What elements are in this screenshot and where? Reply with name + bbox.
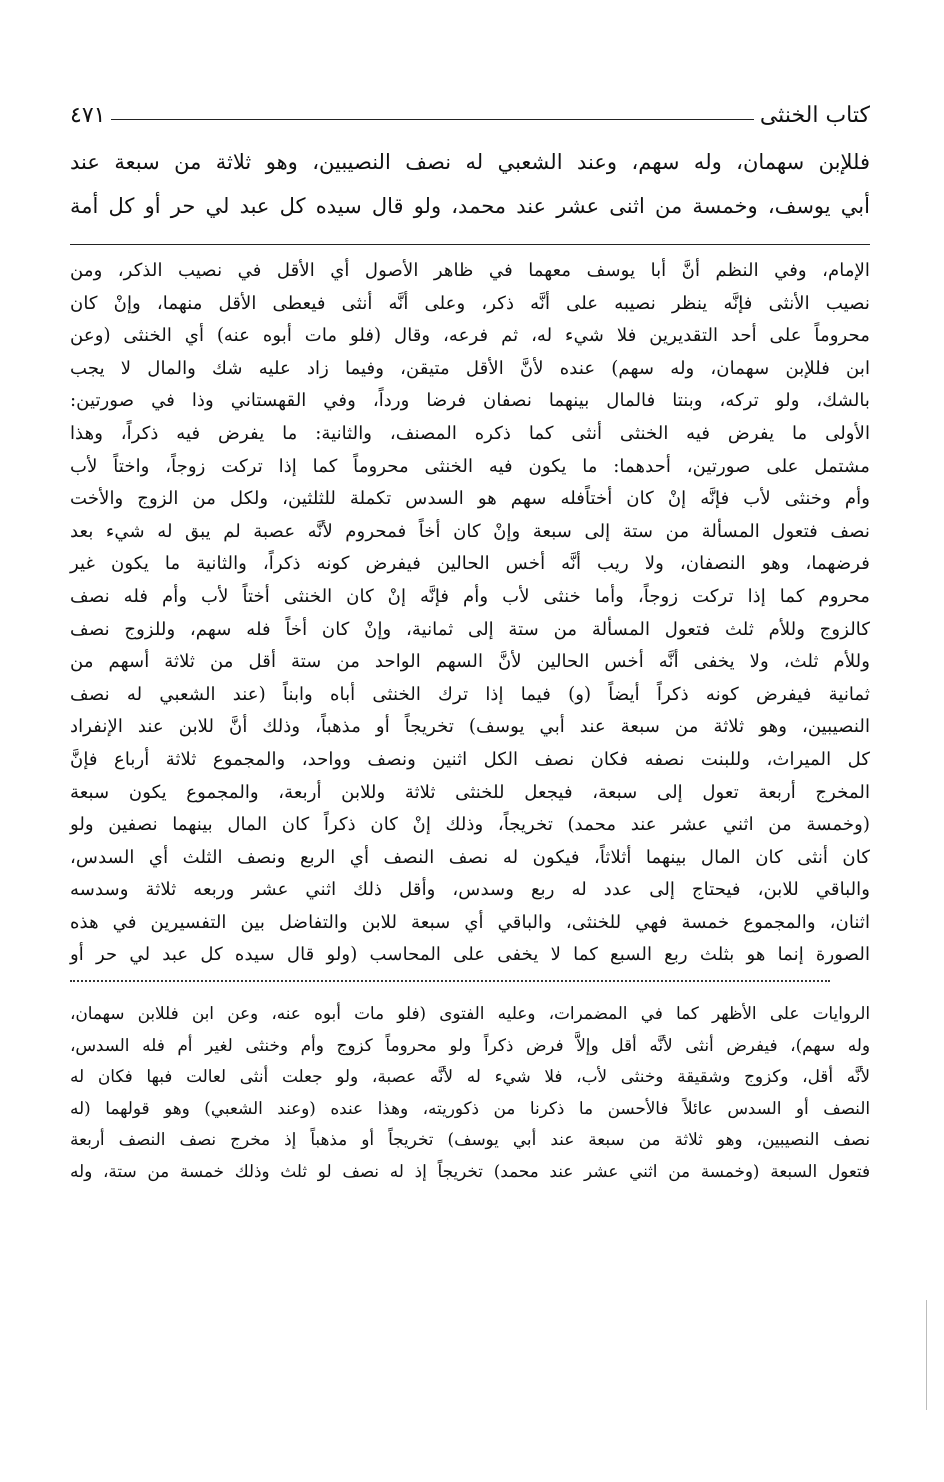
commentary-line: النصيبين، وهو ثلاثة من سبعة عند أبي يوسف) تخريجاً أو مذهباً، وذلك أنَّ للابن عند الإنفراد <box>70 716 870 738</box>
main-rule <box>70 244 870 245</box>
commentary-line: فرضهما، وهو النصفان، ولا ريب أنَّه أخس الحالين فيفرض كونه ذكراً، والثانية ما يكون غير <box>70 553 870 575</box>
commentary-line: ابن فللإبن سهمان، وله سهم) عنده لأنَّ الأقل متيقن، وفيما زاد عليه شك والمال لا يجب <box>70 357 870 379</box>
commentary-line: محروماً على أحد التقديرين فلا شيء له، ثم فرعه، وقال (فلو مات أبوه عنه) أي الخنثى (وعن <box>70 325 870 347</box>
footnote-line: فتعول السبعة (وخمسة من اثني عشر عند محمد) تخريجاً إذ له نصف لو ثلث وذلك خمسة من ستة، وله <box>70 1160 870 1181</box>
commentary-line: اثنان، والمجموع خمسة فهي للخنثى، والباقي أي سبعة للابن والتفاضل بين التفسيرين في هذه <box>70 911 870 933</box>
commentary-line: نصف فتعول المسألة من ستة إلى سبعة وإنْ كان أخاً فمحروم لأنَّه عصبة لم يبق له شيء بعد <box>70 520 870 542</box>
commentary-line: الصورة إنما هو بثلث ربع السبع كما لا يخفى على المحاسب (ولو قال سيده كل عبد لي حر أو <box>70 944 870 966</box>
commentary-line: الإمام، وفي النظم أنَّ أبا يوسف معهما في ظاهر الأصول أي الأقل في نصيب الذكر، ومن <box>70 260 870 281</box>
footnote <box>70 998 870 1187</box>
footnote-line: الروايات على الأظهر كما في المضمرات، وعليه الفتوى (فلو مات أبوه عنه، وعن ابن فللابن سهمان، <box>70 1003 870 1024</box>
commentary-line: كان أنثى كان المال بينهما أثلاثاً، فيكون له نصف النصف أي الربع ونصف الثلث أي السدس، <box>70 846 870 868</box>
commentary-line: كل الميراث، وللبنت نصفه فكان نصف الكل اثنين ونصف وواحد، والمجموع ثلاثة أرباع فإنَّ <box>70 748 870 770</box>
footnote-line: وله سهم)، فيفرض أنثى لأنَّه أقل وإلاَّ فرض ذكراً ولو محروماً كزوج وأم وخنثى لغير أم فله السدس، <box>70 1034 870 1055</box>
commentary-line: ثمانية فيفرض كونه ذكراً أيضاً (و) فيما إذا ترك الخنثى أباه وابناً (عند الشعبي له نصف <box>70 683 870 705</box>
commentary-line: (وخمسة من اثني عشر عند محمد) تخريجاً، وذلك إنْ كان ذكراً كان المال بينهما نصفين ولو <box>70 814 870 836</box>
commentary-line: بالشك، ولو تركه، وبنتا فالمال بينهما نصفان فرضا ورداً، وفي القهستاني وذا في صورتين: <box>70 390 870 412</box>
main-text-line: فللإبن سهمان، وله سهم، وعند الشعبي له نصف النصيبين، وهو ثلاثة من سبعة عند <box>70 150 870 174</box>
commentary <box>70 255 870 972</box>
commentary-line: المخرج أربعة تعول إلى سبعة، فيجعل للخنثى ثلاثة وللابن أربعة، والمجموع يكون سبعة <box>70 781 870 803</box>
dotted-separator <box>70 980 830 986</box>
commentary-line: وأم وخنثى لأب فإنَّه إنْ كان أختاًفله سهم هو السدس تكملة للثلثين، ولكل من الزوج والأخت <box>70 488 870 510</box>
commentary-line: محروم كما إذا تركت زوجاً، وأما خنثى لأب وأم فإنَّه إنْ كان الخنثى أختاً لأب وأم فله نصف <box>70 585 870 607</box>
book-page <box>70 92 870 1187</box>
footnote-line: لأنَّه أقل، وكزوج وشقيقة وخنثى لأب، فلا شيء له لأنَّه عصبة، ولو جعلت أنثى لعالت فبها فكان له <box>70 1066 870 1087</box>
running-header <box>70 92 870 128</box>
commentary-line: نصيب الأنثى فإنَّه ينظر نصيبه على أنَّه ذكر، وعلى أنَّه أنثى فيعطى الأقل منهما، وإنْ كان <box>70 292 870 314</box>
commentary-line: الأولى ما يفرض فيه الخنثى أنثى كما ذكره المصنف، والثانية: ما يفرض فيه ذكراً، وهذا <box>70 422 870 444</box>
header-rule <box>111 119 753 120</box>
page-number: ٤٧١ <box>70 103 106 128</box>
commentary-line: مشتمل على صورتين، أحدهما: ما يكون فيه الخنثى محروماً كما إذا تركت زوجاً، واختاً لأب <box>70 455 870 477</box>
commentary-line: وللأم ثلث، ولا يخفى أنَّه أخس الحالين لأنَّ السهم الواحد من ستة أقل من ثلاثة أسهم من <box>70 651 870 673</box>
footnote-line: نصف النصيبين، وهو ثلاثة من سبعة عند أبي يوسف) تخريجاً أو مذهباً إذ مخرج نصف النصف أربعة <box>70 1129 870 1150</box>
commentary-line: والباقي للابن، فيحتاج إلى عدد له ربع وسدس، وأقل ذلك اثني عشر وربعه ثلاثة وسدسه <box>70 879 870 901</box>
running-title: كتاب الخنثى <box>759 103 870 128</box>
page-edge-line <box>926 1300 927 1410</box>
main-text <box>70 140 870 228</box>
footnote-line: النصف أو السدس عائلاً فالأحسن ما ذكرنا من ذكوريته، وهذا عنده (وعند الشعبي) وهو قولهما (له <box>70 1097 870 1118</box>
main-text-line: أبي يوسف، وخمسة من اثنى عشر عند محمد، ولو قال سيده كل عبد لي حر أو كل أمة <box>70 194 870 218</box>
commentary-line: كالزوج وللأم ثلث فتعول المسألة من ستة إلى ثمانية، وإنْ كان أخاً فله سهم، وللزوج نصف <box>70 618 870 640</box>
